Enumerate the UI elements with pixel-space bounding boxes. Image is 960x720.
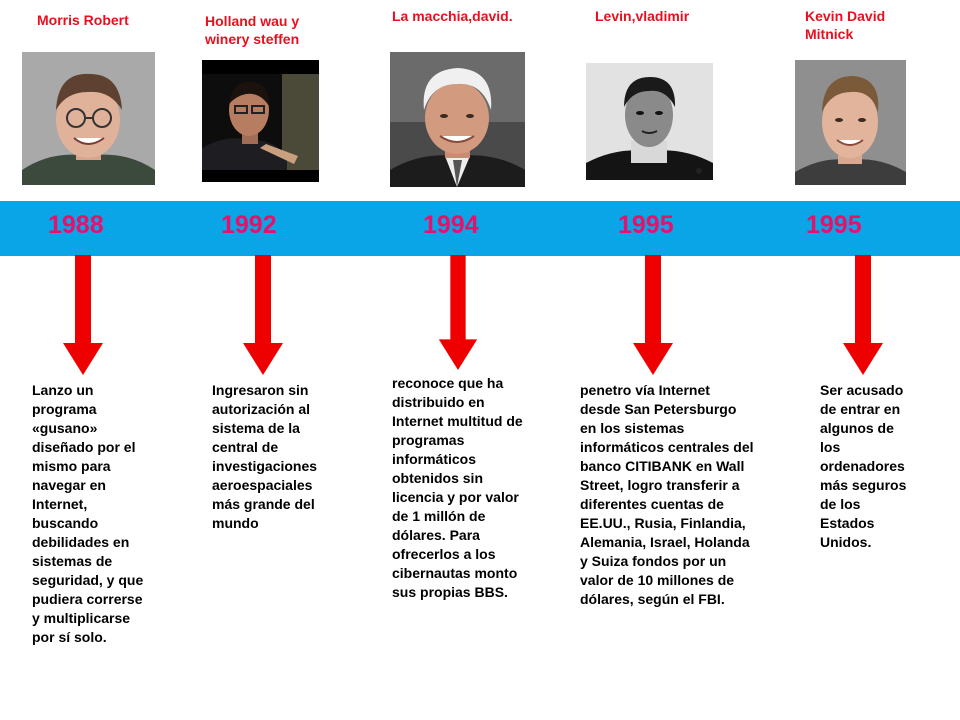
person-name-mitnick: Kevin David Mitnick xyxy=(805,8,886,42)
year-1994: 1994 xyxy=(423,211,479,239)
down-arrow-icon xyxy=(633,255,673,375)
person-name-holland: Holland wau y winery steffen xyxy=(205,13,300,47)
year-1995-mitnick: 1995 xyxy=(806,211,862,239)
year-1995-levin: 1995 xyxy=(618,211,674,239)
description-lamacchia: reconoce que ha distribuido en Internet multitud de programas informáticos obtenidos sin licencia y por valor de 1 millón de dólares. Para ofrecerlos a los cibernautas monto sus propias BBS. xyxy=(392,375,523,600)
person-name-morris: Morris Robert xyxy=(37,12,129,28)
portrait-lamacchia xyxy=(390,52,525,187)
year-1992: 1992 xyxy=(221,211,277,239)
person-name-lamacchia: La macchia,david. xyxy=(392,8,513,24)
down-arrow-icon xyxy=(63,255,103,375)
down-arrow-icon xyxy=(243,255,283,375)
person-name-levin: Levin,vladimir xyxy=(595,8,690,24)
portrait-levin xyxy=(586,63,713,180)
description-morris: Lanzo un programa «gusano» diseñado por el mismo para navegar en Internet, buscando debilidades en sistemas de seguridad, y que pudiera correrse y multiplicarse por sí solo. xyxy=(32,382,144,645)
down-arrow-icon xyxy=(438,255,478,370)
description-mitnick: Ser acusado de entrar en algunos de los ordenadores más seguros de los Estados Unidos. xyxy=(820,382,907,550)
portrait-morris xyxy=(22,52,155,185)
year-1988: 1988 xyxy=(48,211,104,239)
description-levin: penetro vía Internet desde San Petersburgo en los sistemas informáticos centrales del banco CITIBANK en Wall Street, logro transferir a diferentes cuentas de EE.UU., Rusia, Finlandia, Alemania, Israel, Holanda y Suiza fondos por un valor de 10 millones de dólares, según el FBI. xyxy=(580,382,754,607)
description-holland: Ingresaron sin autorización al sistema de la central de investigaciones aeroespaciales más grande del mundo xyxy=(212,382,318,531)
portrait-holland xyxy=(202,60,319,182)
down-arrow-icon xyxy=(843,255,883,375)
portrait-mitnick xyxy=(795,60,906,185)
